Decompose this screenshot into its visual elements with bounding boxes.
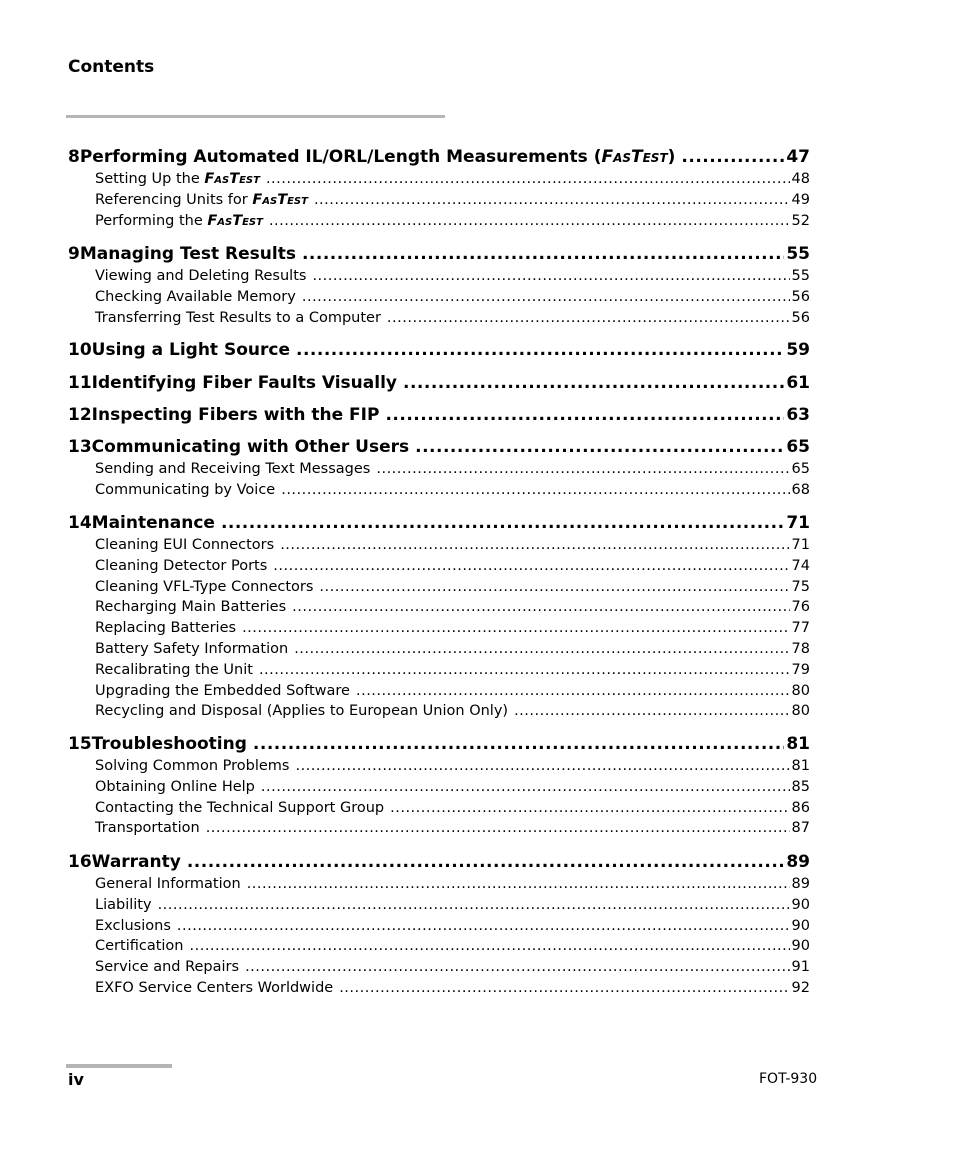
section-title: Transferring Test Results to a Computer xyxy=(95,309,381,326)
chapter-title: Managing Test Results xyxy=(79,244,296,264)
chapter-number: 10 xyxy=(68,340,92,360)
toc-section-entry[interactable] xyxy=(68,959,810,975)
toc-section-entry[interactable] xyxy=(68,662,810,678)
page-number-ref: 56 xyxy=(791,288,810,305)
document-code: FOT-930 xyxy=(759,1071,818,1087)
dot-leader xyxy=(376,461,789,477)
section-title-part: Setting Up the xyxy=(95,171,205,187)
page-number-ref: 74 xyxy=(791,557,810,574)
chapter-title: Communicating with Other Users xyxy=(91,437,410,457)
dot-leader xyxy=(302,244,784,264)
chapter-number: 16 xyxy=(68,852,92,872)
toc-section-entry[interactable] xyxy=(68,461,810,477)
section-title: Obtaining Online Help xyxy=(95,778,255,795)
toc-section-entry[interactable] xyxy=(68,482,810,498)
toc-section-entry[interactable] xyxy=(68,800,810,816)
dot-leader xyxy=(242,620,789,636)
page-number-ref: 80 xyxy=(791,682,810,699)
chapter-title: Warranty xyxy=(91,852,181,872)
dot-leader xyxy=(259,662,790,678)
toc-chapter-entry[interactable] xyxy=(68,734,810,754)
toc-section-entry[interactable] xyxy=(68,703,810,719)
section-title-product-name: FasTest xyxy=(207,212,263,229)
page-number-ref: 76 xyxy=(791,599,810,616)
dot-leader xyxy=(261,779,790,795)
page-number-ref: 65 xyxy=(791,461,810,477)
section-title: Transportation xyxy=(95,820,200,837)
chapter-number: 15 xyxy=(68,734,92,754)
toc-chapter-entry[interactable] xyxy=(68,852,810,872)
chapter-number: 11 xyxy=(68,373,92,393)
page-number-ref: 65 xyxy=(786,437,810,457)
section-title: Exclusions xyxy=(95,917,171,934)
section-title xyxy=(95,171,260,187)
page-number-ref: 71 xyxy=(791,537,810,553)
section-title-product-name: FasTest xyxy=(252,191,308,208)
chapter-title-product-name: FasTest xyxy=(601,147,668,167)
page-number-ref: 49 xyxy=(791,191,810,208)
page-number-ref: 86 xyxy=(791,799,810,816)
dot-leader xyxy=(302,289,790,305)
toc-section-entry[interactable] xyxy=(68,938,810,954)
page-number-ref: 63 xyxy=(786,405,810,425)
toc-section-entry[interactable] xyxy=(68,918,810,934)
section-title: Checking Available Memory xyxy=(95,288,296,305)
page-title: Contents xyxy=(68,57,155,77)
section-title: Solving Common Problems xyxy=(95,758,290,774)
page-number-ref: 89 xyxy=(791,876,810,892)
page-number-ref: 79 xyxy=(791,661,810,678)
section-title: Battery Safety Information xyxy=(95,641,289,657)
section-title: Cleaning EUI Connectors xyxy=(95,537,275,553)
toc-section-entry[interactable] xyxy=(68,558,810,574)
page-number-ref: 90 xyxy=(791,917,810,934)
section-title: EXFO Service Centers Worldwide xyxy=(95,980,334,996)
toc-section-entry[interactable] xyxy=(68,758,810,774)
dot-leader xyxy=(281,482,789,498)
dot-leader xyxy=(314,192,790,208)
dot-leader xyxy=(356,683,790,699)
section-title: Recycling and Disposal (Applies to European Union Only) xyxy=(95,703,509,720)
chapter-number: 13 xyxy=(68,437,92,457)
page-number-ref: 59 xyxy=(786,340,810,360)
section-title: Viewing and Deleting Results xyxy=(95,268,307,284)
toc-section-entry[interactable] xyxy=(68,620,810,636)
toc-chapter-entry[interactable] xyxy=(68,147,810,167)
section-title: Replacing Batteries xyxy=(95,620,237,637)
section-title: Recharging Main Batteries xyxy=(95,599,287,616)
chapter-title-part: ) xyxy=(667,147,676,167)
dot-leader xyxy=(158,897,790,913)
toc-chapter-entry[interactable] xyxy=(68,405,810,425)
page-number-ref: 55 xyxy=(786,244,810,264)
toc-chapter-entry[interactable] xyxy=(68,373,810,393)
toc-section-entry[interactable] xyxy=(68,579,810,595)
page-number-ref: 55 xyxy=(791,268,810,284)
toc-section-entry[interactable] xyxy=(68,268,810,284)
section-title: Contacting the Technical Support Group xyxy=(95,799,385,816)
section-title: Service and Repairs xyxy=(95,959,240,976)
chapter-number: 14 xyxy=(68,513,92,533)
chapter-title: Inspecting Fibers with the FIP xyxy=(91,405,380,425)
section-title: Liability xyxy=(95,896,152,913)
page-number-ref: 78 xyxy=(791,641,810,657)
dot-leader xyxy=(387,310,790,326)
page-number-ref: 81 xyxy=(786,734,810,754)
toc-chapter-entry[interactable] xyxy=(68,513,810,533)
dot-leader xyxy=(514,703,789,719)
page-number-ref: 71 xyxy=(786,513,810,533)
chapter-title-part: Performing Automated IL/ORL/Length Measurements ( xyxy=(79,147,602,167)
section-title-part: Referencing Units for xyxy=(95,191,253,208)
section-title: Cleaning VFL-Type Connectors xyxy=(95,578,314,595)
toc-section-entry[interactable] xyxy=(68,289,810,305)
toc-section-entry[interactable] xyxy=(68,897,810,913)
chapter-number: 9 xyxy=(68,244,80,264)
chapter-title xyxy=(80,147,676,167)
dot-leader xyxy=(681,147,784,167)
dot-leader xyxy=(253,734,784,754)
dot-leader xyxy=(403,373,784,393)
toc-section-entry[interactable] xyxy=(68,171,810,187)
page-number-ref: 90 xyxy=(791,938,810,955)
page-number-ref: 56 xyxy=(791,309,810,326)
dot-leader xyxy=(247,876,790,892)
section-title: Sending and Receiving Text Messages xyxy=(95,461,371,477)
footer-divider xyxy=(66,1064,172,1068)
dot-leader xyxy=(312,268,789,284)
toc-chapter-entry[interactable] xyxy=(68,437,810,457)
section-title: Upgrading the Embedded Software xyxy=(95,682,350,699)
toc-section-entry[interactable] xyxy=(68,980,810,996)
dot-leader xyxy=(245,959,789,975)
page-number-ref: 92 xyxy=(791,980,810,996)
page-number-ref: 75 xyxy=(791,578,810,595)
dot-leader xyxy=(206,820,790,836)
section-title: General Information xyxy=(95,876,241,892)
page-number-ref: 87 xyxy=(791,820,810,837)
toc-section-entry[interactable] xyxy=(68,310,810,326)
dot-leader xyxy=(266,171,790,187)
section-title: Recalibrating the Unit xyxy=(95,661,253,678)
page-number-ref: 48 xyxy=(791,171,810,187)
page-number-ref: 89 xyxy=(786,852,810,872)
header-divider xyxy=(66,115,445,118)
chapter-title: Identifying Fiber Faults Visually xyxy=(91,373,397,393)
toc-section-entry[interactable] xyxy=(68,683,810,699)
dot-leader xyxy=(280,537,789,553)
section-title: Cleaning Detector Ports xyxy=(95,557,268,574)
dot-leader xyxy=(319,579,789,595)
toc-section-entry[interactable] xyxy=(68,599,810,615)
page-number-ref: 77 xyxy=(791,620,810,637)
page-number-ref: 90 xyxy=(791,896,810,913)
page-number-ref: 52 xyxy=(791,212,810,229)
toc-section-entry[interactable] xyxy=(68,192,810,208)
dot-leader xyxy=(339,980,789,996)
dot-leader xyxy=(190,938,790,954)
toc-section-entry[interactable] xyxy=(68,779,810,795)
dot-leader xyxy=(177,918,790,934)
dot-leader xyxy=(415,437,784,457)
page-number-ref: 80 xyxy=(791,703,810,720)
dot-leader xyxy=(296,340,784,360)
dot-leader xyxy=(221,513,784,533)
dot-leader xyxy=(269,213,790,229)
toc-section-entry[interactable] xyxy=(68,213,810,229)
dot-leader xyxy=(294,641,789,657)
toc-section-entry[interactable] xyxy=(68,537,810,553)
chapter-title: Troubleshooting xyxy=(91,734,247,754)
page-number-ref: 68 xyxy=(791,481,810,498)
dot-leader xyxy=(292,599,789,615)
chapter-title: Using a Light Source xyxy=(91,340,290,360)
page-number-ref: 91 xyxy=(791,959,810,976)
chapter-number: 12 xyxy=(68,405,92,425)
page-number-ref: 81 xyxy=(791,758,810,774)
toc-section-entry[interactable] xyxy=(68,876,810,892)
toc-chapter-entry[interactable] xyxy=(68,340,810,360)
dot-leader xyxy=(385,405,784,425)
dot-leader xyxy=(187,852,784,872)
page-number: iv xyxy=(68,1070,84,1089)
page-number-ref: 85 xyxy=(791,778,810,795)
section-title xyxy=(95,213,263,229)
dot-leader xyxy=(273,558,789,574)
section-title-product-name: FasTest xyxy=(204,171,260,187)
chapter-number: 8 xyxy=(68,147,80,167)
dot-leader xyxy=(295,758,789,774)
section-title xyxy=(95,192,308,208)
section-title: Certification xyxy=(95,938,184,955)
chapter-title: Maintenance xyxy=(91,513,215,533)
dot-leader xyxy=(390,800,789,816)
section-title-part: Performing the xyxy=(95,212,208,229)
toc-chapter-entry[interactable] xyxy=(68,244,810,264)
page-number-ref: 47 xyxy=(786,147,810,167)
toc-section-entry[interactable] xyxy=(68,641,810,657)
page-number-ref: 61 xyxy=(786,373,810,393)
toc-section-entry[interactable] xyxy=(68,820,810,836)
section-title: Communicating by Voice xyxy=(95,481,276,498)
